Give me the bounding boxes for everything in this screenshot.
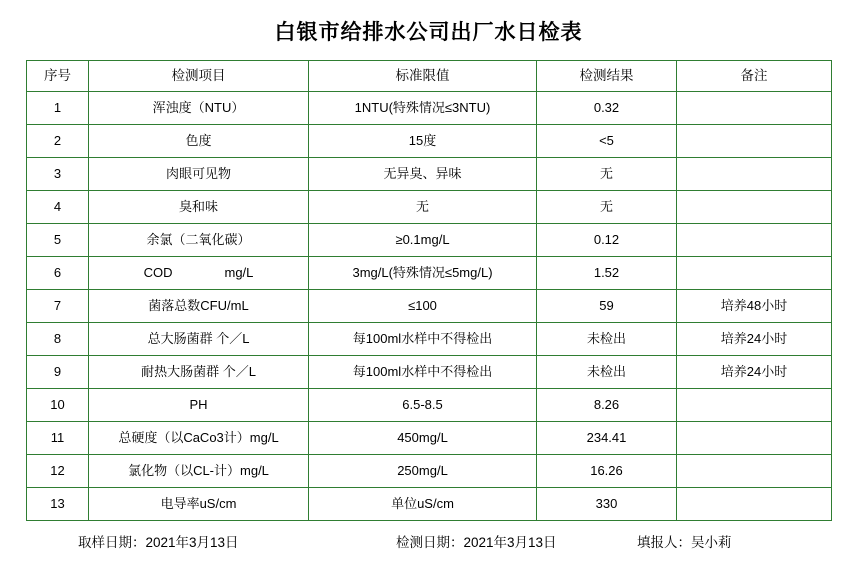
column-header-no: 序号	[27, 61, 89, 92]
table-row	[27, 158, 832, 191]
row-no: 11	[27, 422, 89, 455]
row-limit: ≥0.1mg/L	[309, 224, 537, 257]
row-no: 1	[27, 92, 89, 125]
row-remark	[677, 488, 832, 521]
table-header-row	[27, 61, 832, 92]
table-row	[27, 125, 832, 158]
row-no: 2	[27, 125, 89, 158]
row-item: 总硬度（以CaCo3计）mg/L	[89, 422, 309, 455]
water-inspection-table	[26, 60, 832, 521]
table-row	[27, 224, 832, 257]
table-header	[27, 61, 832, 92]
table-row	[27, 257, 832, 290]
table-row	[27, 290, 832, 323]
row-item-label: COD	[143, 264, 173, 280]
document-footer	[0, 531, 857, 551]
table-row	[27, 92, 832, 125]
row-remark	[677, 422, 832, 455]
row-limit: 无异臭、异味	[309, 158, 537, 191]
row-limit: 6.5-8.5	[309, 389, 537, 422]
row-item: 菌落总数CFU/mL	[89, 290, 309, 323]
table-row	[27, 422, 832, 455]
row-result: 8.26	[537, 389, 677, 422]
row-result: 59	[537, 290, 677, 323]
row-result: <5	[537, 125, 677, 158]
table-row	[27, 389, 832, 422]
row-remark: 培养48小时	[677, 290, 832, 323]
row-remark	[677, 257, 832, 290]
table-row	[27, 191, 832, 224]
table-row	[27, 488, 832, 521]
row-result: 无	[537, 158, 677, 191]
row-result: 未检出	[537, 356, 677, 389]
row-result: 0.32	[537, 92, 677, 125]
table-row	[27, 323, 832, 356]
row-remark	[677, 92, 832, 125]
row-remark	[677, 191, 832, 224]
row-no: 10	[27, 389, 89, 422]
row-remark	[677, 224, 832, 257]
row-result: 未检出	[537, 323, 677, 356]
column-header-result: 检测结果	[537, 61, 677, 92]
row-limit: 3mg/L(特殊情况≤5mg/L)	[309, 257, 537, 290]
row-item: 氯化物（以CL-计）mg/L	[89, 455, 309, 488]
row-remark	[677, 158, 832, 191]
row-result: 0.12	[537, 224, 677, 257]
table-row	[27, 356, 832, 389]
row-item: 余氯（二氧化碳）	[89, 224, 309, 257]
row-item: 电导率uS/cm	[89, 488, 309, 521]
row-no: 9	[27, 356, 89, 389]
row-no: 12	[27, 455, 89, 488]
row-no: 5	[27, 224, 89, 257]
row-limit: 每100ml水样中不得检出	[309, 356, 537, 389]
row-result: 16.26	[537, 455, 677, 488]
row-limit: 每100ml水样中不得检出	[309, 323, 537, 356]
row-remark	[677, 125, 832, 158]
row-item: 臭和味	[89, 191, 309, 224]
table-row	[27, 455, 832, 488]
row-item: PH	[89, 389, 309, 422]
row-limit: 450mg/L	[309, 422, 537, 455]
row-limit: 250mg/L	[309, 455, 537, 488]
row-no: 7	[27, 290, 89, 323]
row-remark	[677, 455, 832, 488]
row-limit: 15度	[309, 125, 537, 158]
row-item: 色度	[89, 125, 309, 158]
row-remark: 培养24小时	[677, 356, 832, 389]
testing-date: 检测日期：2021年3月13日	[396, 535, 557, 550]
row-item: 耐热大肠菌群 个／L	[89, 356, 309, 389]
row-result: 1.52	[537, 257, 677, 290]
row-remark: 培养24小时	[677, 323, 832, 356]
row-limit: 1NTU(特殊情况≤3NTU)	[309, 92, 537, 125]
row-no: 6	[27, 257, 89, 290]
reporter: 填报人：吴小莉	[637, 535, 732, 550]
row-item-unit: mg/L	[224, 264, 254, 280]
column-header-item: 检测项目	[89, 61, 309, 92]
row-result: 234.41	[537, 422, 677, 455]
row-item: 总大肠菌群 个／L	[89, 323, 309, 356]
table-body	[27, 92, 832, 521]
page-title: 白银市给排水公司出厂水日检表	[274, 21, 583, 44]
row-result: 无	[537, 191, 677, 224]
row-result: 330	[537, 488, 677, 521]
row-no: 4	[27, 191, 89, 224]
row-limit: ≤100	[309, 290, 537, 323]
column-header-remark: 备注	[677, 61, 832, 92]
row-no: 8	[27, 323, 89, 356]
row-remark	[677, 389, 832, 422]
report-table-container	[0, 60, 857, 521]
row-no: 13	[27, 488, 89, 521]
row-item: 浑浊度（NTU）	[89, 92, 309, 125]
row-limit: 单位uS/cm	[309, 488, 537, 521]
row-limit: 无	[309, 191, 537, 224]
column-header-limit: 标准限值	[309, 61, 537, 92]
row-item	[89, 257, 309, 290]
row-no: 3	[27, 158, 89, 191]
row-item: 肉眼可见物	[89, 158, 309, 191]
sampling-date: 取样日期：2021年3月13日	[78, 535, 239, 550]
